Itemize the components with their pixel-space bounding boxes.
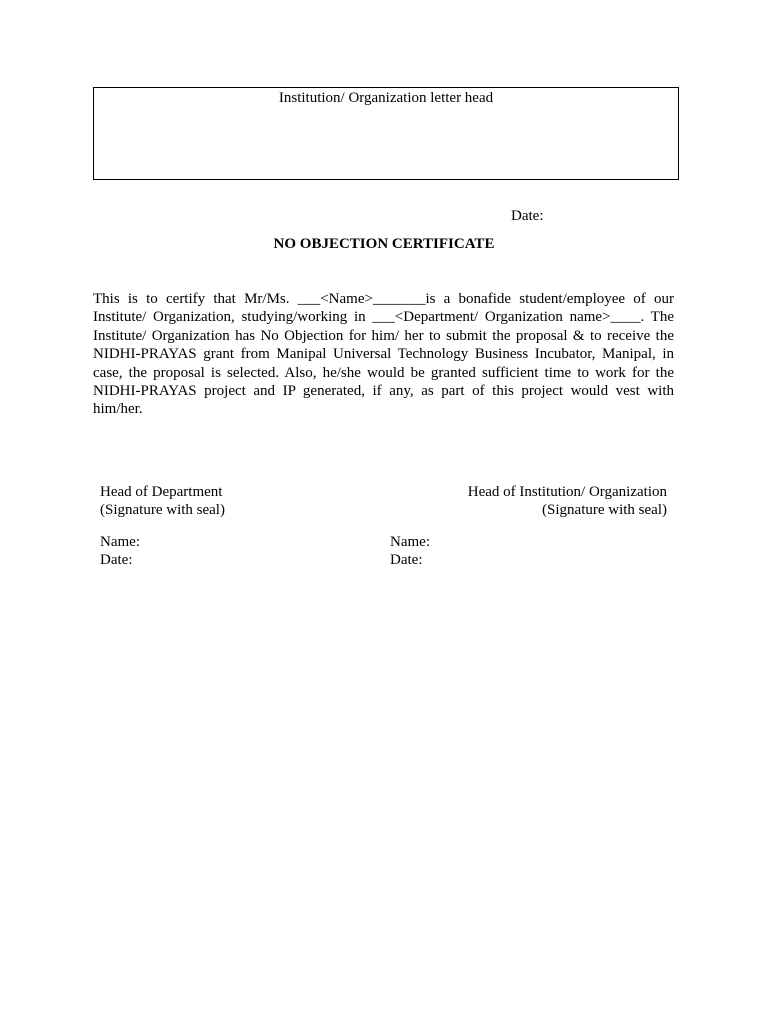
signature-block-department [100, 483, 225, 520]
document-title: NO OBJECTION CERTIFICATE [273, 236, 495, 252]
document-date-label: Date: [511, 208, 544, 224]
signature-role-institution: Head of Institution/ Organization [467, 484, 667, 500]
signature-note-institution: (Signature with seal) [542, 502, 667, 519]
name-date-block-institution [390, 533, 430, 570]
signature-role-department: Head of Department [100, 484, 223, 500]
letterhead-label: Institution/ Organization letter head [278, 90, 494, 106]
signature-block-institution [468, 483, 667, 520]
signature-note-department: (Signature with seal) [100, 502, 225, 519]
letterhead-box [93, 87, 679, 180]
certificate-body: This is to certify that Mr/Ms. ___<Name>_______is a bonafide student/employee of our Institute/ Organization, studying/working in ___<Department/ Organization name>____. The Institute/ Organization has No Objection for him/ her to submit the proposal & to receive the NIDHI-PRAYAS grant from Manipal Universal Technology Business Incubator, Manipal, in case, the proposal is selected. Also, he/she would be granted sufficient time to work for the NIDHI-PRAYAS project and IP generated, if any, as part of this project would vest with him/her. [93, 291, 674, 418]
name-date-block-department [100, 533, 140, 570]
date-label-institution: Date: [390, 552, 423, 569]
date-label-department: Date: [100, 552, 133, 569]
name-label-institution: Name: [390, 534, 430, 550]
name-label-department: Name: [100, 534, 140, 550]
